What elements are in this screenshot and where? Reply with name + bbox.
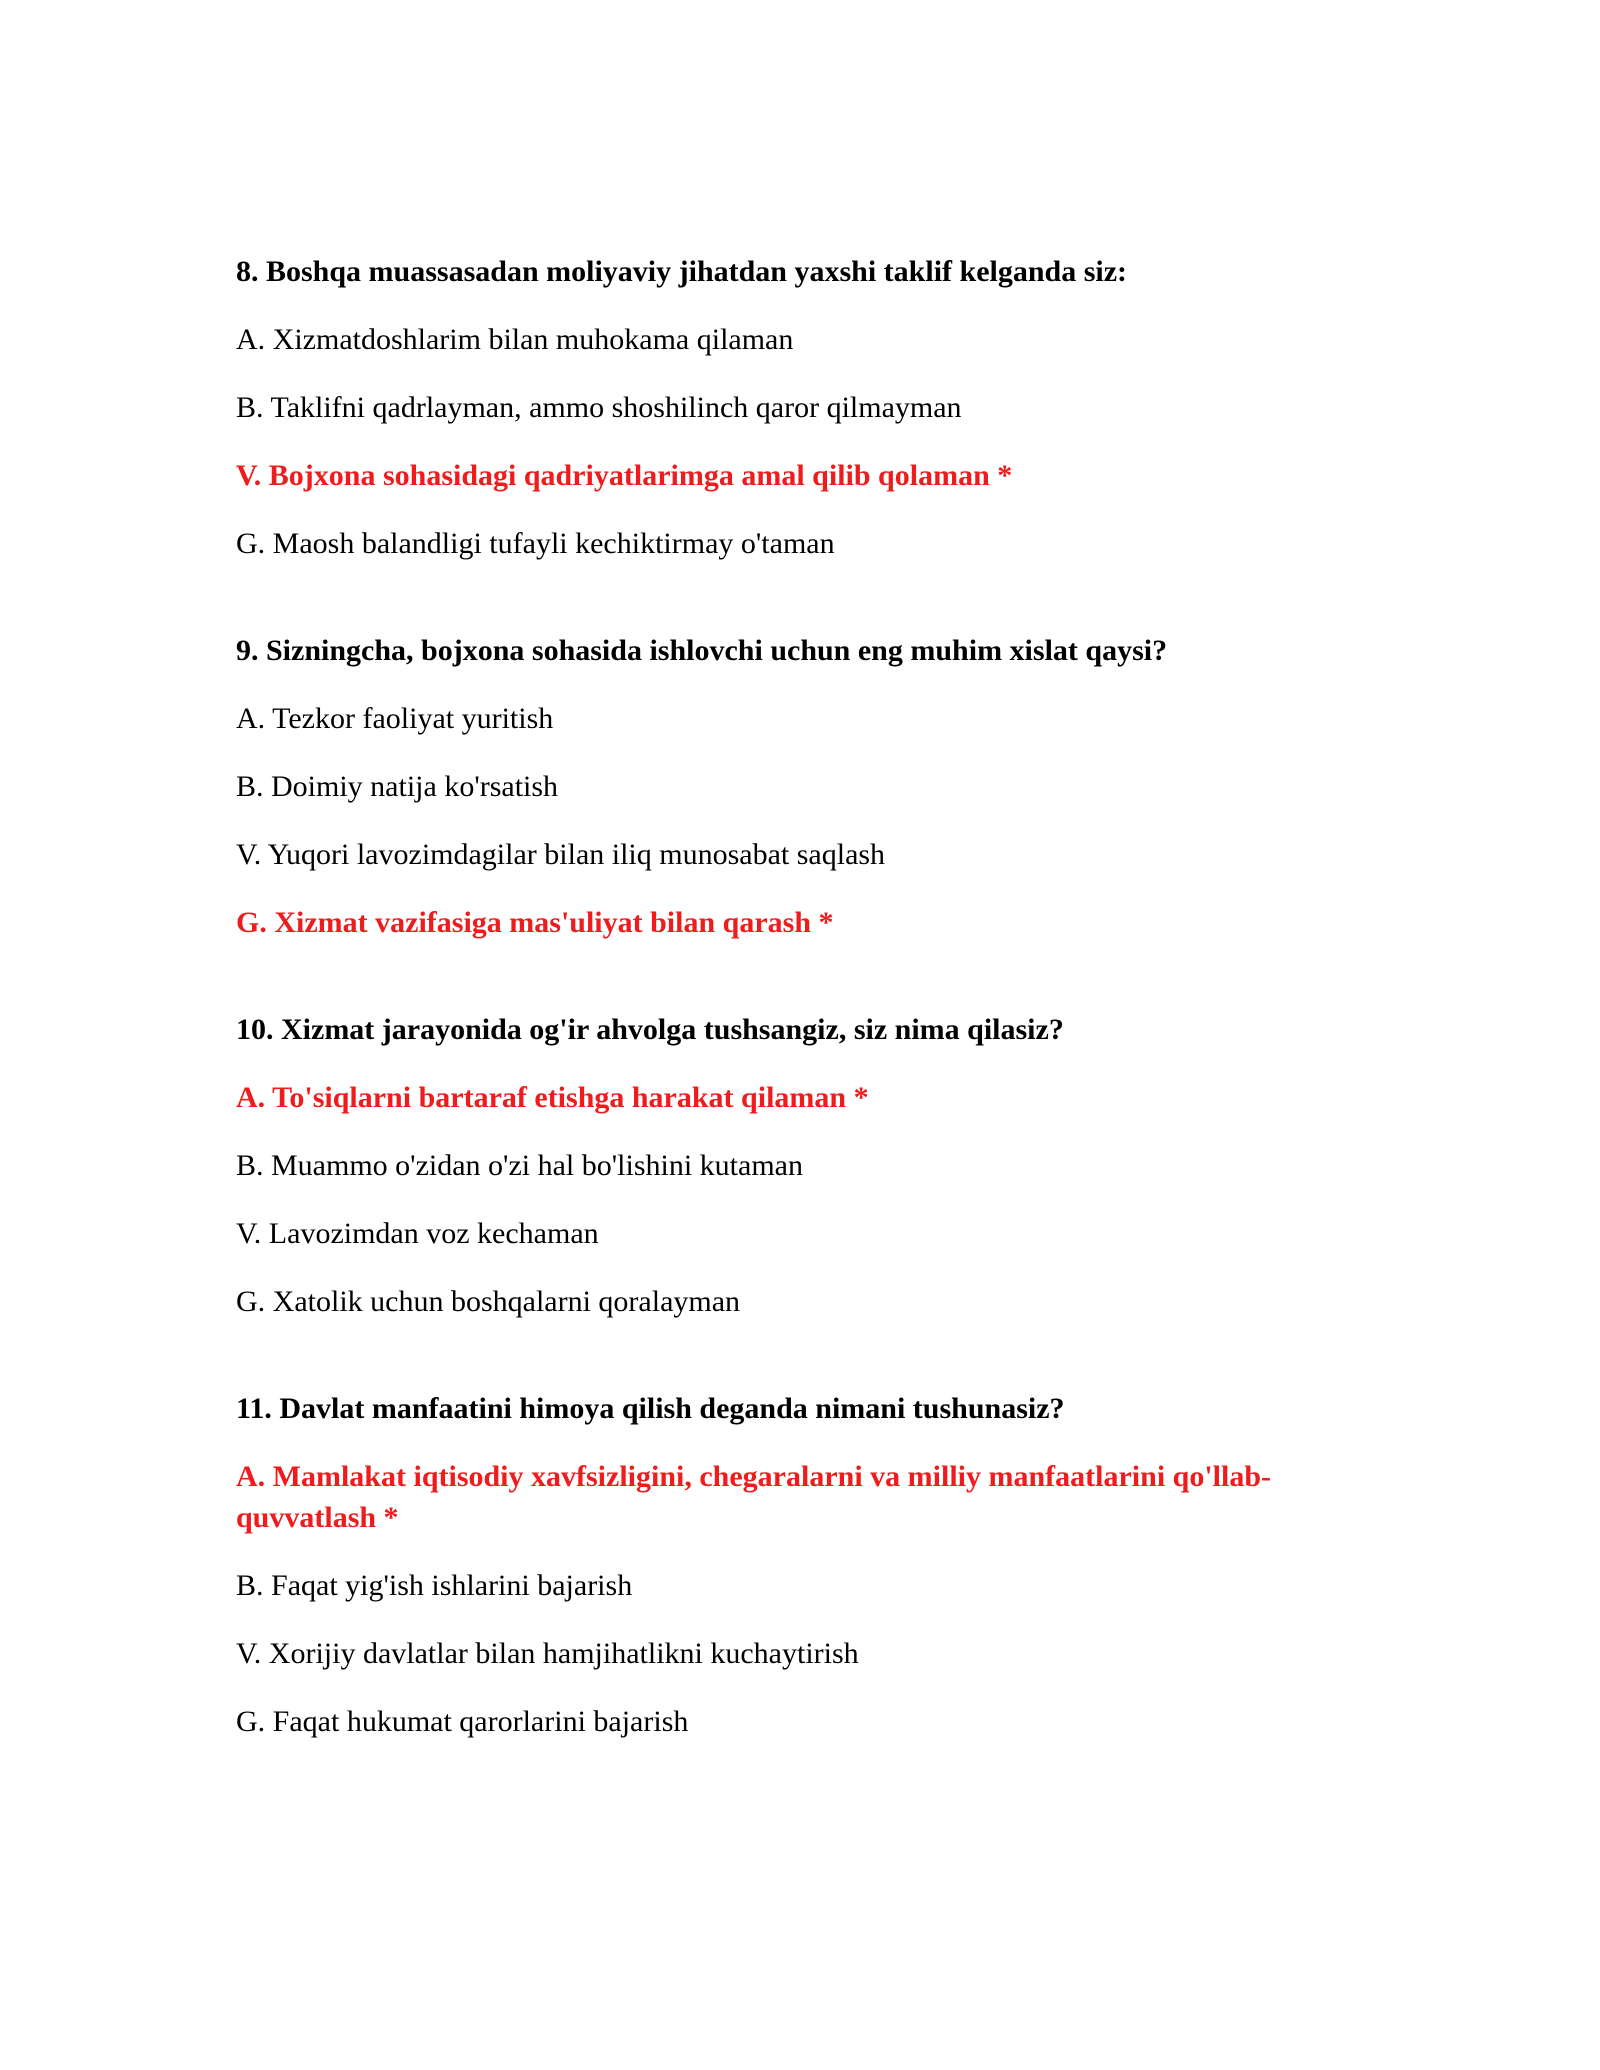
question-title: 8. Boshqa muassasadan moliyaviy jihatdan yaxshi taklif kelganda siz:: [236, 255, 1128, 288]
answer-option-v: V. Lavozimdan voz kechaman: [236, 1217, 599, 1250]
answer-option-v: V. Yuqori lavozimdagilar bilan iliq munosabat saqlash: [236, 838, 886, 871]
answer-option-b: B. Faqat yig'ish ishlarini bajarish: [236, 1569, 633, 1602]
answer-option-a: A. Tezkor faoliyat yuritish: [236, 702, 554, 735]
answer-option-g: G. Xatolik uchun boshqalarni qoralayman: [236, 1285, 741, 1318]
question-title: 9. Sizningcha, bojxona sohasida ishlovchi uchun eng muhim xislat qaysi?: [236, 634, 1168, 667]
question-8: [236, 252, 1366, 564]
question-title: 10. Xizmat jarayonida og'ir ahvolga tushsangiz, siz nima qilasiz?: [236, 1013, 1064, 1046]
question-9: [236, 631, 1366, 943]
question-10: [236, 1010, 1366, 1322]
answer-option-g: G. Faqat hukumat qarorlarini bajarish: [236, 1705, 689, 1738]
answer-option-a: A. Xizmatdoshlarim bilan muhokama qilaman: [236, 323, 794, 356]
answer-option-g: G. Maosh balandligi tufayli kechiktirmay o'taman: [236, 527, 835, 560]
answer-option-b: B. Doimiy natija ko'rsatish: [236, 770, 559, 803]
question-11: [236, 1389, 1366, 1742]
answer-option-v: V. Xorijiy davlatlar bilan hamjihatlikni kuchaytirish: [236, 1637, 859, 1670]
answer-option-b: B. Muammo o'zidan o'zi hal bo'lishini kutaman: [236, 1149, 803, 1182]
answer-option-a-correct: A. Mamlakat iqtisodiy xavfsizligini, chegaralarni va milliy manfaatlarini qo'llab-quvvatlash *: [236, 1460, 1272, 1534]
question-title: 11. Davlat manfaatini himoya qilish deganda nimani tushunasiz?: [236, 1392, 1065, 1425]
quiz-content: [236, 252, 1366, 1809]
answer-option-a-correct: A. To'siqlarni bartaraf etishga harakat qilaman *: [236, 1081, 869, 1114]
answer-option-b: B. Taklifni qadrlayman, ammo shoshilinch qaror qilmayman: [236, 391, 962, 424]
answer-option-g-correct: G. Xizmat vazifasiga mas'uliyat bilan qarash *: [236, 906, 834, 939]
answer-option-v-correct: V. Bojxona sohasidagi qadriyatlarimga amal qilib qolaman *: [236, 459, 1013, 492]
